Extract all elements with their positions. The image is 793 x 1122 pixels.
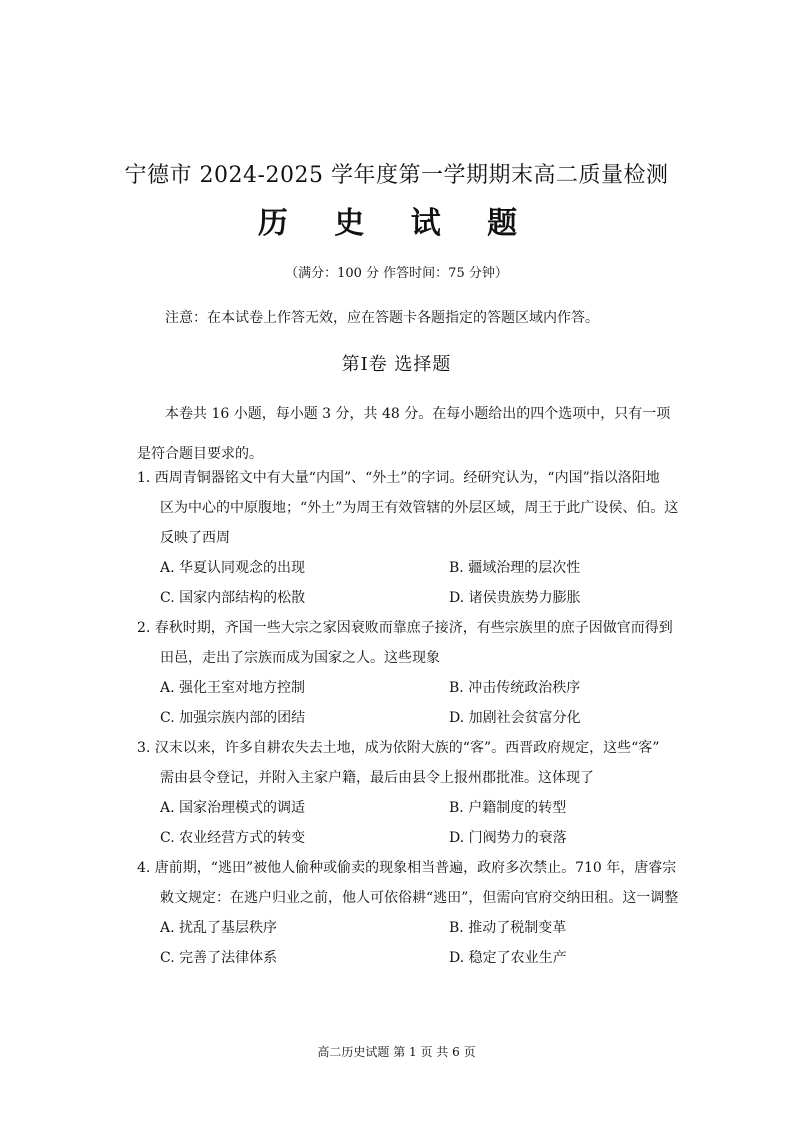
question-stem-line: 区为中心的中原腹地；“外土”为周王有效管辖的外层区域，周王于此广设侯、伯。这 <box>160 500 679 516</box>
option-a: A. 强化王室对地方控制 <box>160 680 306 696</box>
question-stem-line: 2. 春秋时期，齐国一些大宗之家因衰败而靠庶子接济，有些宗族里的庶子因做官而得到 <box>137 620 673 636</box>
question-stem-line: 敕文规定：在逃户归业之前，他人可依俗耕“逃田”，但需向官府交纳田租。这一调整 <box>160 890 679 906</box>
question-stem-line: 4. 唐前期，“逃田”被他人偷种或偷卖的现象相当普遍，政府多次禁止。710 年，唐睿宗 <box>137 860 677 876</box>
option-d: D. 加剧社会贫富分化 <box>449 710 581 726</box>
question-2 <box>137 613 697 733</box>
question-stem-line: 需由县令登记，并附入主家户籍，最后由县令上报州郡批准。这体现了 <box>160 770 594 786</box>
question-list <box>137 463 697 973</box>
option-b: B. 冲击传统政治秩序 <box>449 680 581 696</box>
question-1 <box>137 463 697 613</box>
option-b: B. 疆域治理的层次性 <box>449 560 581 576</box>
page-footer: 高二历史试题 第 1 页 共 6 页 <box>317 1045 476 1059</box>
option-a: A. 扰乱了基层秩序 <box>160 920 278 936</box>
option-b: B. 推动了税制变革 <box>449 920 567 936</box>
question-3 <box>137 733 697 853</box>
subject-title: 历 史 试 题 <box>257 206 536 241</box>
option-d: D. 诸侯贵族势力膨胀 <box>449 590 581 606</box>
question-stem-line: 1. 西周青铜器铭文中有大量“内国”、“外土”的字词。经研究认为，“内国”指以洛阳地 <box>137 470 660 486</box>
option-c: C. 农业经营方式的转变 <box>160 830 306 846</box>
question-stem-line: 反映了西周 <box>160 530 230 546</box>
exam-title: 宁德市 2024-2025 学年度第一学期期末高二质量检测 <box>124 163 669 188</box>
question-stem-line: 3. 汉末以来，许多自耕农失去土地，成为依附大族的“客”。西晋政府规定，这些“客” <box>137 740 660 756</box>
section-instructions: 本卷共 16 小题，每小题 3 分，共 48 分。在每小题给出的四个选项中，只有一项是符合题目要求的。 <box>137 406 671 462</box>
options <box>137 913 697 973</box>
option-a: A. 华夏认同观念的出现 <box>160 560 306 576</box>
exam-info: （满分：100 分 作答时间：75 分钟） <box>285 266 508 281</box>
option-c: C. 加强宗族内部的团结 <box>160 710 306 726</box>
option-b: B. 户籍制度的转型 <box>449 800 567 816</box>
options <box>137 793 697 853</box>
option-a: A. 国家治理模式的调适 <box>160 800 306 816</box>
option-c: C. 完善了法律体系 <box>160 950 278 966</box>
option-d: D. 稳定了农业生产 <box>449 950 567 966</box>
options <box>137 673 697 733</box>
option-c: C. 国家内部结构的松散 <box>160 590 306 606</box>
question-4 <box>137 853 697 973</box>
section-heading: 第Ⅰ卷 选择题 <box>341 354 452 375</box>
notice: 注意：在本试卷上作答无效，应在答题卡各题指定的答题区域内作答。 <box>165 310 599 326</box>
option-d: D. 门阀势力的衰落 <box>449 830 567 846</box>
question-stem-line: 田邑，走出了宗族而成为国家之人。这些现象 <box>160 650 440 666</box>
options <box>137 553 697 613</box>
